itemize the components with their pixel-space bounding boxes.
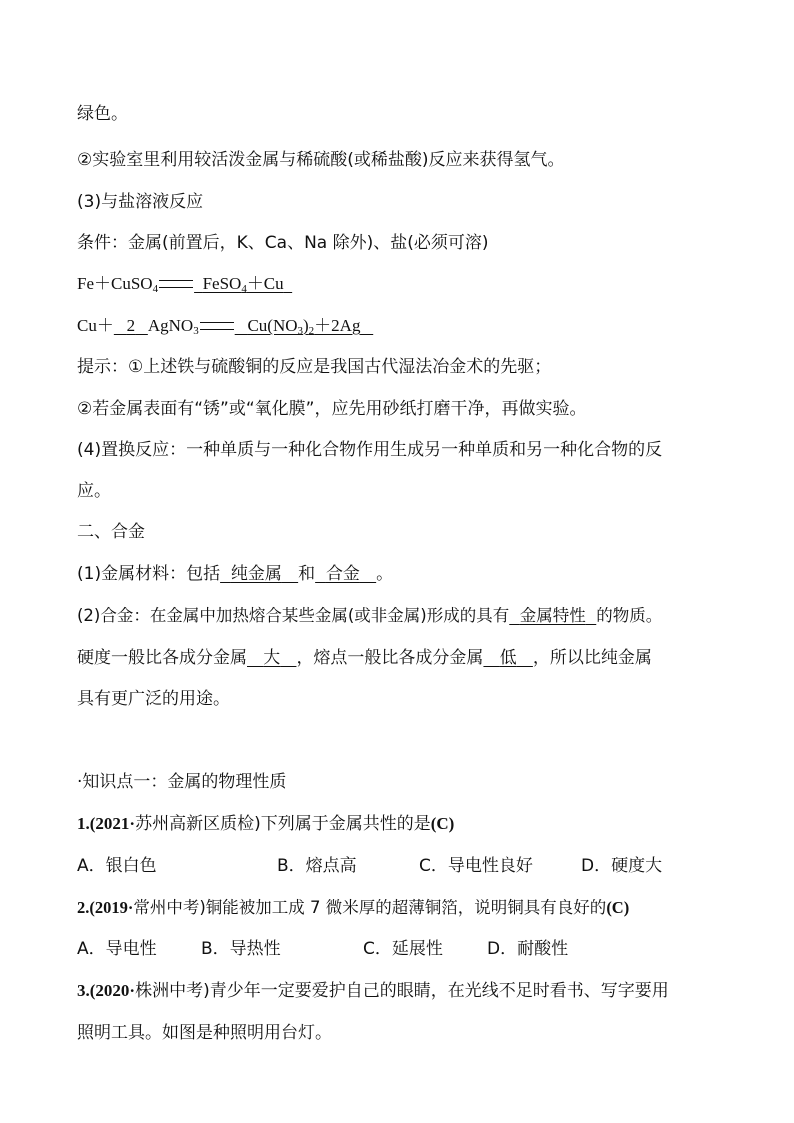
text-line: 具有更广泛的用途。 [77, 689, 230, 709]
option-c: C．延展性 [363, 939, 443, 959]
equals-sign [159, 280, 193, 288]
text-segment: (2)合金：在金属中加热熔合某些金属(或非金属)形成的具有 [77, 606, 510, 625]
text-line: 绿色。 [77, 104, 128, 124]
equation-left: Fe＋CuSO [77, 274, 153, 293]
equals-sign [200, 322, 234, 330]
question-3 [77, 980, 737, 1002]
answer-text: 大 [263, 648, 281, 668]
equation-left: Cu＋ [77, 316, 114, 335]
answer-text: ＋2Ag [314, 316, 361, 335]
text-segment: 的物质。 [596, 606, 663, 625]
text-line [77, 605, 737, 627]
answer-blank [509, 606, 596, 625]
question-1-options [77, 855, 737, 877]
answer-blank [220, 564, 298, 584]
coefficient-blank [114, 316, 148, 335]
question-stem: 株洲中考)青少年一定要爱护自己的眼睛，在光线不足时看书、写字要用 [135, 981, 669, 1001]
reagent: AgNO [147, 316, 194, 335]
section-heading: 二、合金 [77, 522, 145, 542]
answer-blank [483, 648, 532, 668]
option-d: D．硬度大 [581, 856, 663, 876]
question-answer: (C) [430, 814, 455, 833]
question-2-options [77, 938, 737, 960]
option-b: B．导热性 [201, 939, 281, 959]
text-line: 应。 [77, 481, 111, 501]
coefficient: 2 [126, 316, 136, 335]
text-segment: 。 [376, 564, 394, 584]
answer-blank [247, 648, 296, 668]
answer-blank: $Cu(NO_3)_2+2Ag$ [247, 316, 361, 337]
text-segment: 硬度一般比各成分金属 [77, 648, 247, 668]
answer-blank [194, 274, 292, 293]
option-b: B．熔点高 [277, 856, 357, 876]
question-number: 3.(2020· [77, 981, 136, 1000]
hint-line: ②若金属表面有“锈”或“氧化膜”，应先用砂纸打磨干净，再做实验。 [77, 399, 587, 419]
text-segment: (1)金属材料：包括 [77, 564, 221, 584]
section-heading: (3)与盐溶液反应 [77, 192, 204, 212]
text-line: ②实验室里利用较活泼金属与稀硫酸(或稀盐酸)反应来获得氢气。 [77, 150, 565, 170]
subscript: 4 [152, 283, 159, 295]
answer-text: FeSO [202, 274, 242, 293]
question-stem: 常州中考)铜能被加工成 7 微米厚的超薄铜箔，说明铜具有良好的 [133, 898, 607, 917]
subscript: 3 [297, 325, 303, 337]
question-number: 1.(2021· [77, 814, 136, 833]
subscript: 4 [241, 283, 247, 295]
subscript: 2 [308, 325, 315, 337]
text-line [77, 647, 737, 669]
option-d: D．耐酸性 [487, 939, 569, 959]
option-a: A．银白色 [77, 856, 157, 876]
answer-text: 合金 [325, 564, 360, 584]
text-segment: ，熔点一般比各成分金属 [296, 648, 484, 668]
answer-text: 纯金属 [230, 564, 282, 584]
answer-blank [315, 564, 376, 584]
answer-text: Cu(NO [247, 316, 298, 335]
text-segment: 和 [298, 564, 316, 584]
question-2 [77, 897, 737, 919]
question-1 [77, 813, 737, 835]
question-stem: 苏州高新区质检)下列属于金属共性的是 [135, 814, 431, 834]
answer-text: ＋Cu [246, 274, 284, 293]
knowledge-point-heading: ·知识点一：金属的物理性质 [77, 772, 287, 792]
option-a: A．导电性 [77, 939, 157, 959]
equation-fe-cuso4 [77, 273, 737, 295]
text-line: 条件：金属(前置后，K、Ca、Na 除外)、盐(必须可溶) [77, 233, 489, 253]
hint-line: 提示：①上述铁与硫酸铜的反应是我国古代湿法冶金术的先驱； [77, 357, 552, 377]
question-number: 2.(2019· [77, 898, 134, 917]
question-answer: (C) [606, 898, 630, 917]
equation-cu-agno3 [77, 315, 737, 337]
answer-text: 低 [499, 648, 517, 668]
text-line [77, 563, 737, 585]
text-segment: ，所以比纯金属 [532, 648, 652, 668]
text-line: (4)置换反应：一种单质与一种化合物作用生成另一种单质和另一种化合物的反 [77, 440, 663, 460]
answer-text: 金属特性 [519, 606, 586, 625]
question-3-continued: 照明工具。如图是种照明用台灯。 [77, 1023, 332, 1043]
option-c: C．导电性良好 [419, 856, 533, 876]
subscript: 3 [193, 325, 199, 337]
